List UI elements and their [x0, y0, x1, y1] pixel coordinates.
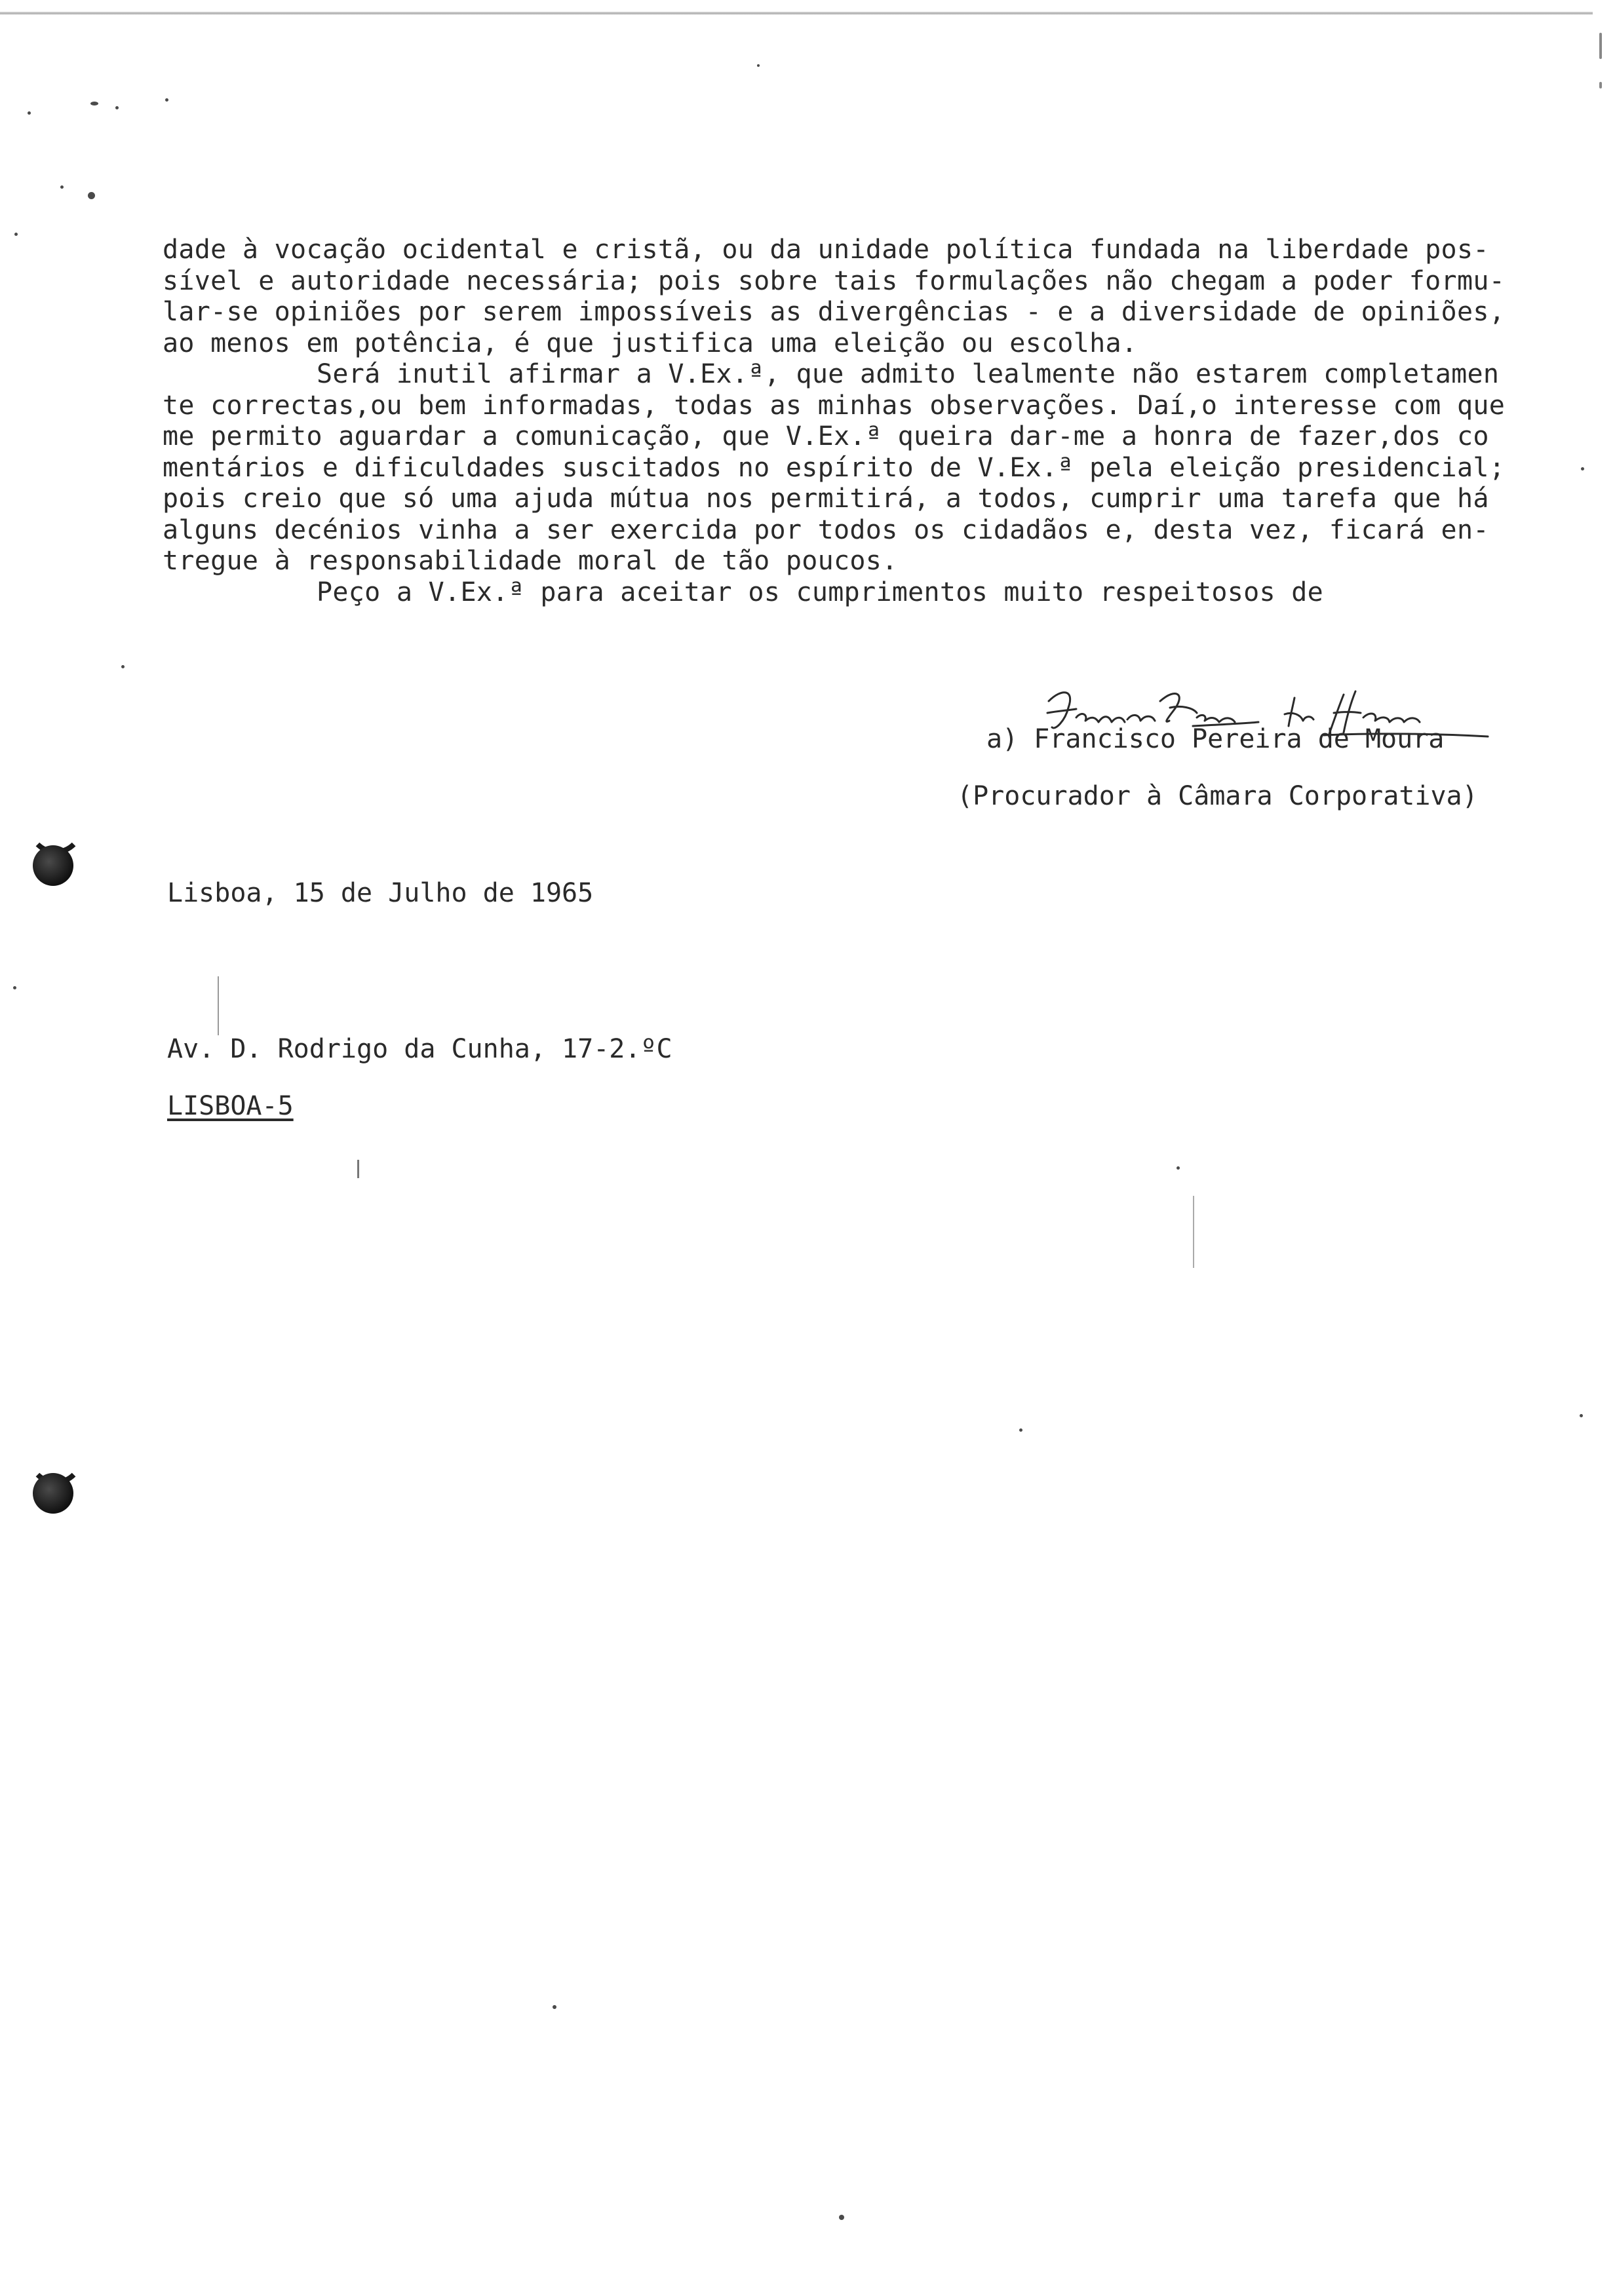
scan-speck	[28, 111, 31, 115]
scan-speck	[90, 102, 98, 105]
body-line: dade à vocação ocidental e cristã, ou da unidade política fundada na liberdade pos-	[163, 235, 1489, 265]
scan-speck	[839, 2215, 844, 2220]
scan-speck	[165, 98, 168, 102]
scan-speck	[757, 64, 760, 67]
body-line: mentários e dificuldades suscitados no espírito de V.Ex.ª pela eleição presidencial;	[163, 452, 1506, 483]
punch-hole-lower	[33, 1473, 73, 1514]
scan-speck	[1599, 33, 1602, 59]
signature-typed-name: a) Francisco Pereira de Moura	[986, 724, 1445, 754]
signature-role: (Procurador à Câmara Corporativa)	[957, 781, 1478, 811]
sender-address: Av. D. Rodrigo da Cunha, 17-2.ºC	[167, 1034, 672, 1064]
scan-speck	[88, 192, 95, 199]
scan-speck	[13, 986, 16, 989]
scan-speck	[553, 2005, 556, 2009]
scan-speck	[1581, 467, 1584, 470]
scan-speck	[1177, 1166, 1180, 1170]
scan-mark	[218, 976, 219, 1035]
body-line: ao menos em potência, é que justifica uma eleição ou escolha.	[163, 328, 1138, 358]
body-line: sível e autoridade necessária; pois sobre tais formulações não chegam a poder formu-	[163, 265, 1506, 296]
body-line: te correctas,ou bem informadas, todas as minhas observações. Daí,o interesse com que	[163, 390, 1506, 421]
scan-speck	[1580, 1414, 1583, 1417]
scan-mark	[1193, 1196, 1194, 1268]
body-line: tregue à responsabilidade moral de tão poucos.	[163, 546, 898, 576]
scan-speck	[14, 233, 18, 236]
scan-speck	[121, 665, 125, 668]
scan-speck	[1019, 1428, 1022, 1432]
scan-speck	[60, 185, 64, 189]
body-line: lar-se opiniões por serem impossíveis as divergências - e a diversidade de opiniões,	[163, 297, 1506, 327]
body-line: Peço a V.Ex.ª para aceitar os cumprimentos muito respeitosos de	[317, 577, 1324, 607]
body-line: pois creio que só uma ajuda mútua nos permitirá, a todos, cumprir uma tarefa que há	[163, 484, 1489, 514]
body-line: Será inutil afirmar a V.Ex.ª, que admito lealmente não estarem completamen	[317, 359, 1500, 389]
body-line: alguns decénios vinha a ser exercida por todos os cidadãos e, desta vez, ficará en-	[163, 514, 1489, 545]
scan-speck	[115, 106, 119, 109]
place-date: Lisboa, 15 de Julho de 1965	[167, 878, 594, 908]
punch-hole-upper	[33, 845, 73, 886]
page-top-edge	[0, 12, 1593, 14]
scan-speck	[1599, 82, 1602, 88]
letter-body	[163, 235, 1506, 608]
sender-city: LISBOA-5	[167, 1091, 294, 1121]
body-line: me permito aguardar a comunicação, que V.Ex.ª queira dar-me a honra de fazer,dos co	[163, 421, 1489, 451]
scan-mark	[357, 1160, 359, 1178]
